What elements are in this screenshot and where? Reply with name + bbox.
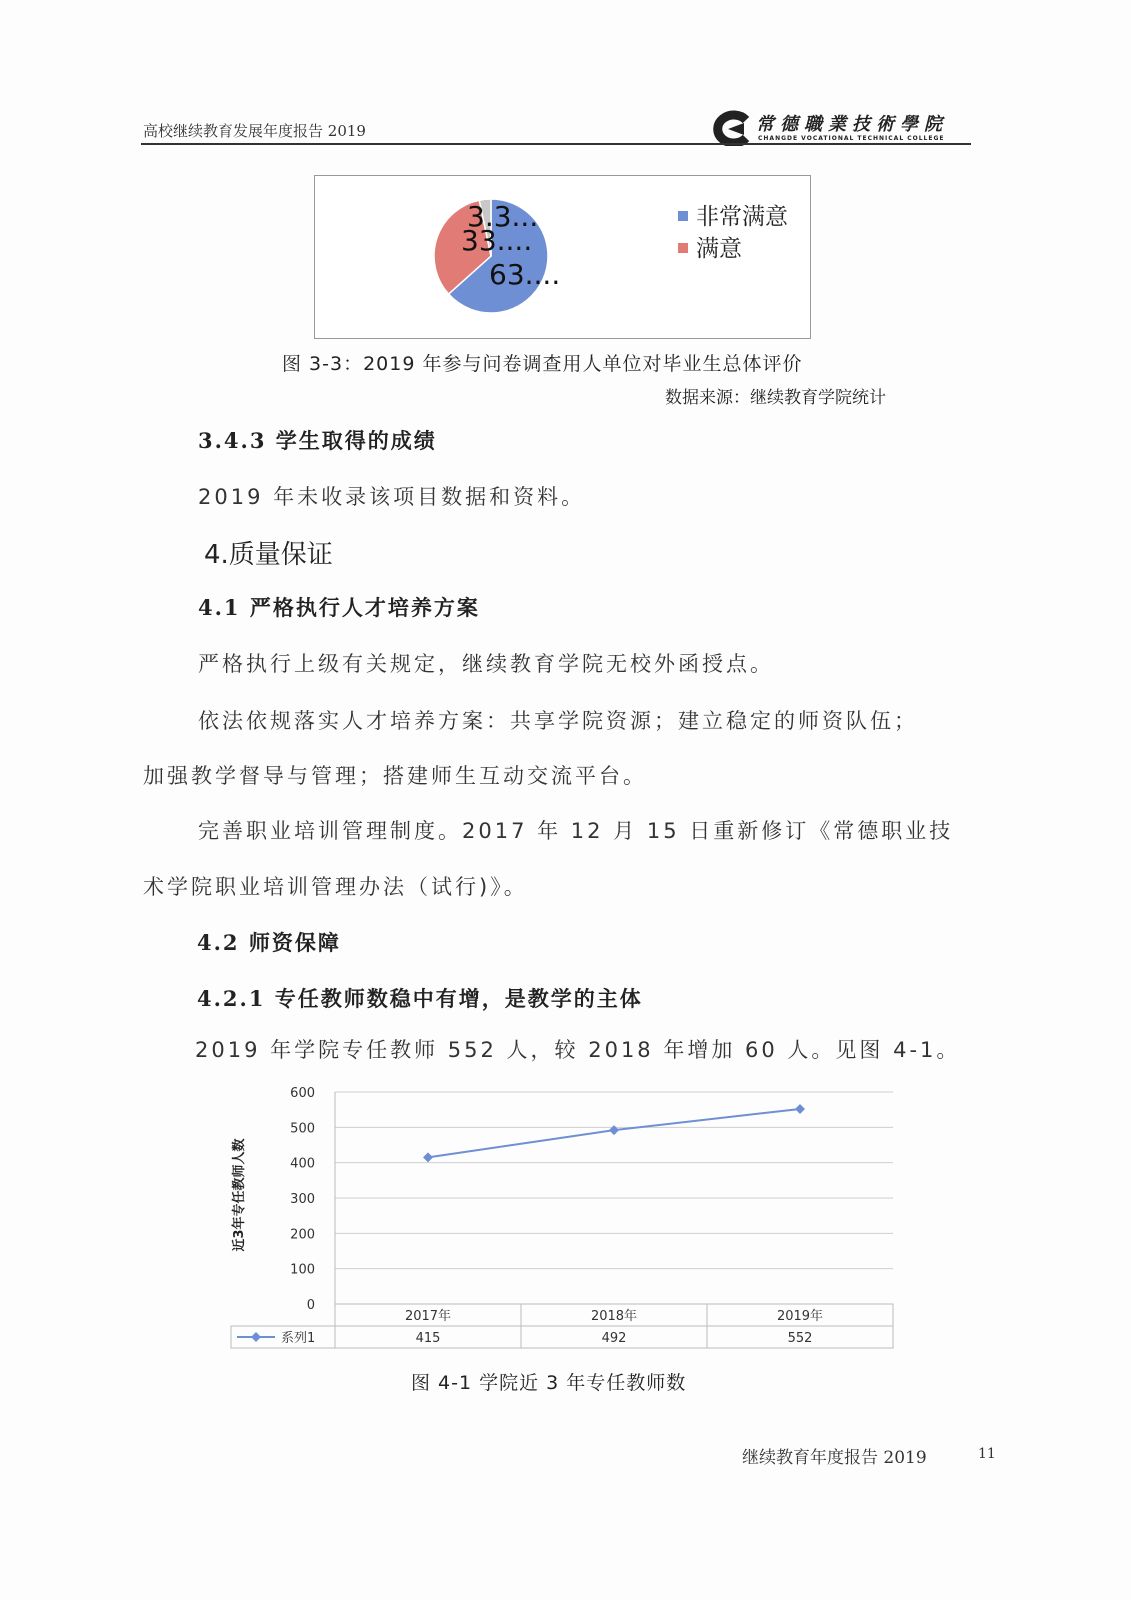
- line-chart-svg: [225, 1075, 915, 1365]
- data-table-value: 552: [787, 1331, 813, 1346]
- x-category-label: 2019年: [776, 1309, 824, 1324]
- footer-title: 继续教育年度报告 2019: [742, 1448, 927, 1468]
- page-number: 11: [978, 1446, 996, 1462]
- section-heading: 3.4.3 学生取得的成绩: [198, 428, 437, 453]
- legend-swatch: [678, 211, 688, 221]
- data-table-value: 492: [601, 1331, 627, 1346]
- section-heading: 4.1 严格执行人才培养方案: [198, 595, 480, 620]
- figure-caption: 图 4-1 学院近 3 年专任教师数: [411, 1372, 687, 1394]
- legend-label: 非常满意: [696, 204, 788, 230]
- x-category-label: 2018年: [590, 1309, 638, 1324]
- pie-data-label: 3.3...: [467, 200, 539, 233]
- teacher-count-line-chart: [225, 1075, 915, 1365]
- header-title: 高校继续教育发展年度报告 2019: [143, 122, 366, 140]
- paragraph-line: 加强教学督导与管理；搭建师生互动交流平台。: [143, 764, 647, 788]
- pie-chart-box: [314, 175, 811, 339]
- pie-data-label: 63....: [489, 258, 561, 291]
- legend-label: 满意: [696, 236, 742, 262]
- y-tick-label: 0: [306, 1298, 315, 1313]
- y-tick-label: 400: [290, 1156, 315, 1172]
- college-logo: [706, 110, 971, 146]
- paragraph-line: 术学院职业培训管理办法（试行)》。: [143, 875, 528, 899]
- data-point: [609, 1125, 619, 1135]
- data-point: [795, 1104, 805, 1114]
- y-axis-label: 近3年专任教师人数: [232, 1138, 247, 1252]
- legend-series-label: 系列1: [281, 1331, 316, 1346]
- logo-english-name: CHANGDE VOCATIONAL TECHNICAL COLLEGE: [758, 135, 945, 142]
- header-rule: [141, 143, 971, 145]
- data-table-value: 415: [415, 1331, 441, 1346]
- section-heading: 4.2.1 专任教师数稳中有增，是教学的主体: [197, 986, 643, 1011]
- figure-caption: 图 3-3：2019 年参与问卷调查用人单位对毕业生总体评价: [282, 353, 803, 375]
- legend-marker: [251, 1332, 261, 1342]
- y-tick-label: 300: [290, 1192, 315, 1207]
- paragraph-line: 完善职业培训管理制度。2017 年 12 月 15 日重新修订《常德职业技: [198, 819, 954, 843]
- paragraph: 严格执行上级有关规定，继续教育学院无校外函授点。: [198, 652, 774, 676]
- y-tick-label: 500: [290, 1121, 315, 1137]
- y-tick-label: 200: [290, 1227, 315, 1243]
- college-emblem-icon: [706, 110, 754, 146]
- legend-item-very-satisfied: [678, 198, 788, 231]
- x-category-label: 2017年: [404, 1309, 452, 1324]
- figure-source: 数据来源：继续教育学院统计: [665, 388, 886, 408]
- paragraph: 2019 年学院专任教师 552 人，较 2018 年增加 60 人。见图 4-1。: [195, 1038, 961, 1062]
- y-tick-label: 600: [290, 1086, 315, 1101]
- paragraph: 2019 年未收录该项目数据和资料。: [198, 485, 586, 509]
- logo-name: 常德職業技術學院: [756, 114, 948, 135]
- section-heading: 4.2 师资保障: [197, 930, 341, 955]
- chapter-heading: 4.质量保证: [204, 540, 333, 570]
- y-tick-label: 100: [290, 1262, 315, 1278]
- legend-item-satisfied: [678, 230, 742, 263]
- paragraph-line: 依法依规落实人才培养方案：共享学院资源；建立稳定的师资队伍；: [198, 709, 918, 733]
- legend-swatch: [678, 243, 688, 253]
- data-point: [423, 1152, 433, 1162]
- pie-data-label: 33....: [461, 224, 533, 257]
